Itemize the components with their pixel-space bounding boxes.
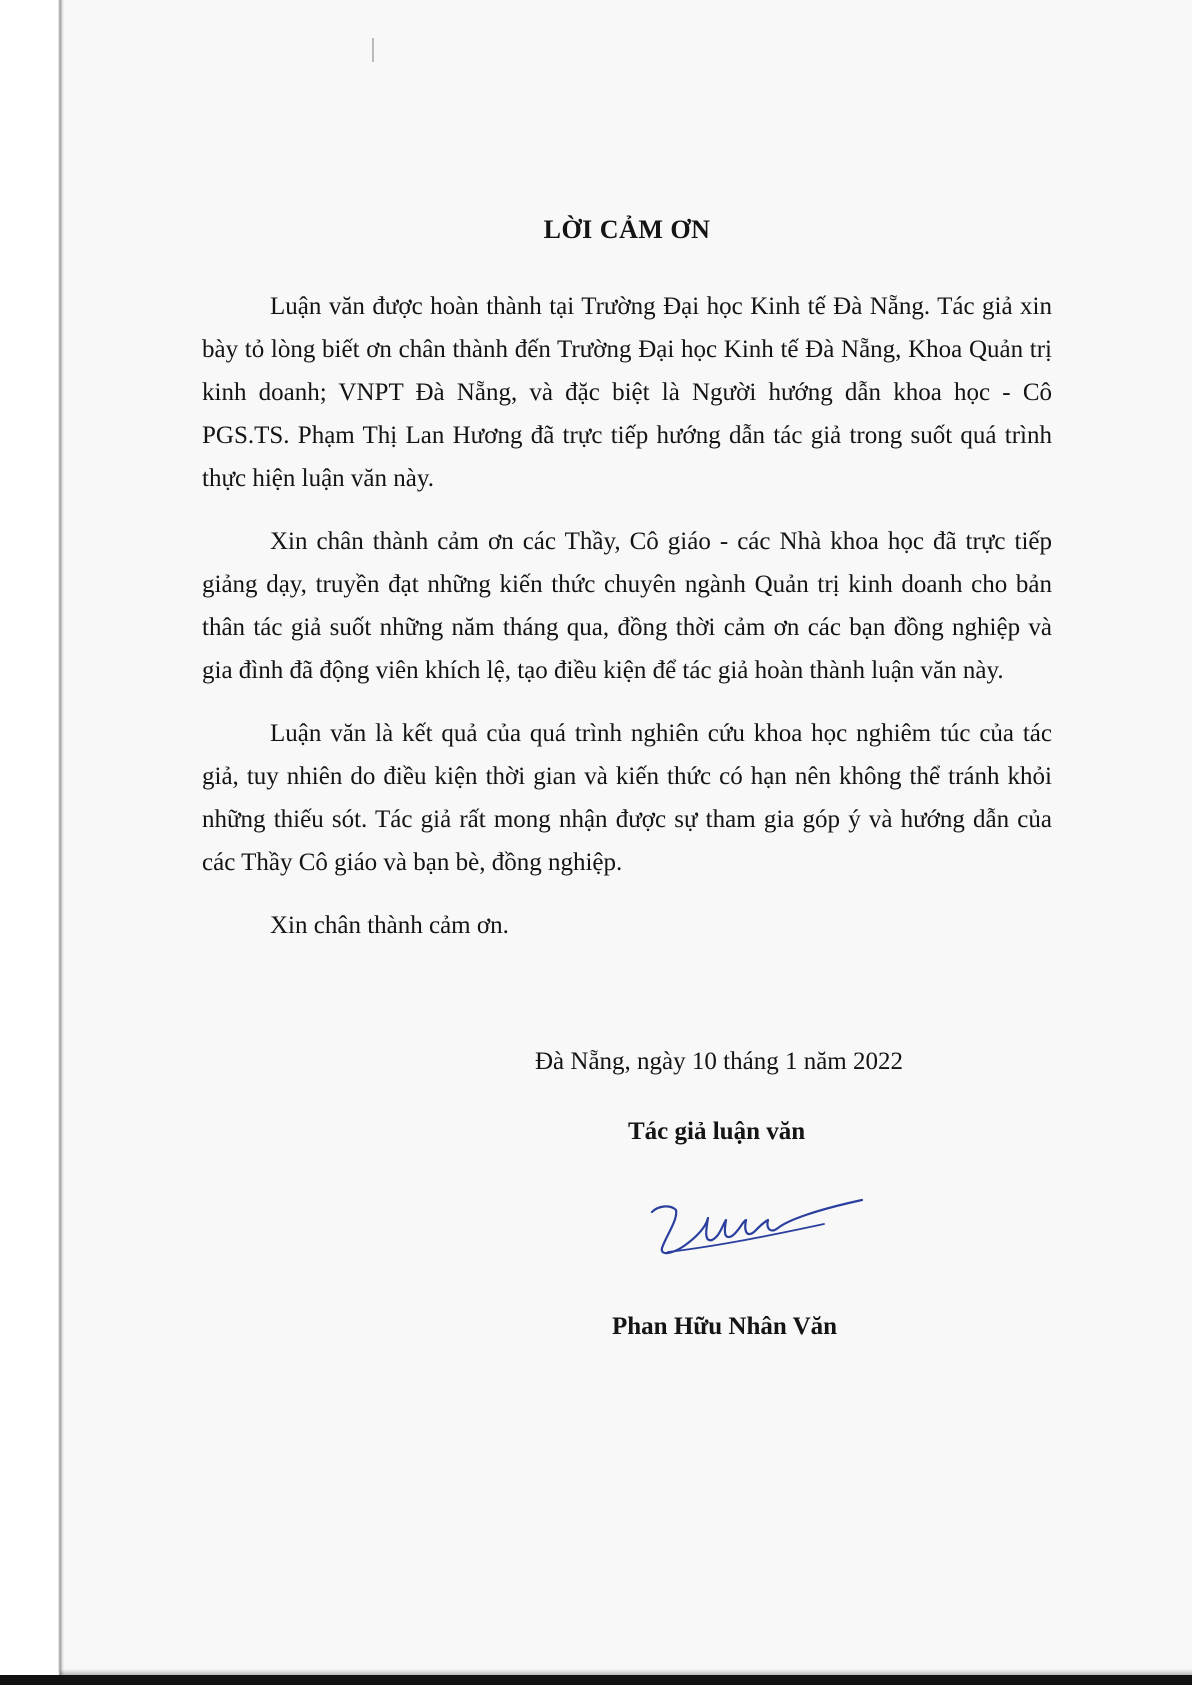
signature-stroke [652,1200,862,1253]
paragraph-3: Luận văn là kết quả của quá trình nghiên cứu khoa học nghiêm túc của tác giả, tuy nhiên do điều kiện thời gian và kiến thức có hạn nên không thể tránh khỏi những thiếu sót. Tác giả rất mong nhận được sự tham gia góp ý và hướng dẫn của các Thầy Cô giáo và bạn bè, đồng nghiệp. [202,720,1052,876]
date-line: Đà Nẵng, ngày 10 tháng 1 năm 2022 [535,1048,903,1075]
scan-mark [372,38,374,62]
page-title: LỜI CẢM ƠN [543,215,711,244]
author-name: Phan Hữu Nhân Văn [612,1313,838,1340]
paragraph-2: Xin chân thành cảm ơn các Thầy, Cô giáo - các Nhà khoa học đã trực tiếp giảng dạy, truyền đạt những kiến thức chuyên ngành Quản trị kinh doanh cho bản thân tác giả suốt những năm tháng qua, đồng thời cảm ơn các bạn đồng nghiệp và gia đình đã động viên khích lệ, tạo điều kiện để tác giả hoàn thành luận văn này. [202,528,1052,684]
binding-edge [0,0,64,1685]
paragraph-1: Luận văn được hoàn thành tại Trường Đại học Kinh tế Đà Nẵng. Tác giả xin bày tỏ lòng biết ơn chân thành đến Trường Đại học Kinh tế Đà Nẵng, Khoa Quản trị kinh doanh; VNPT Đà Nẵng, và đặc biệt là Người hướng dẫn khoa học - Cô PGS.TS. Phạm Thị Lan Hương đã trực tiếp hướng dẫn tác giả trong suốt quá trình thực hiện luận văn này. [202,293,1052,492]
author-label: Tác giả luận văn [628,1118,806,1145]
scan-border [0,1675,1192,1685]
document-body [202,200,1052,965]
signature [648,1190,868,1270]
closing-line: Xin chân thành cảm ơn. [270,912,509,939]
